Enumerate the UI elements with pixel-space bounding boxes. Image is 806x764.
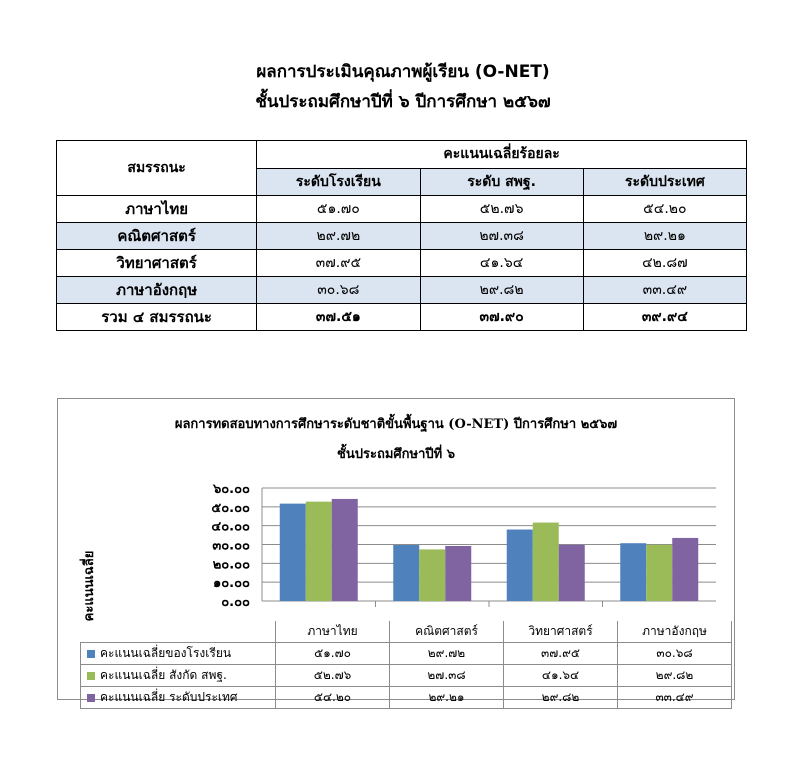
chart-data-table (80, 621, 732, 709)
school-cell: ๕๑.๗๐ (257, 196, 420, 223)
y-tick-label: ๔๐.๐๐ (211, 519, 250, 535)
school-cell: ๓๗.๕๑ (257, 304, 420, 331)
header-group: คะแนนเฉลี่ยร้อยละ (257, 141, 747, 169)
bar (507, 530, 533, 601)
area-cell: ๔๑.๖๔ (420, 250, 583, 277)
chart-title: ผลการทดสอบทางการศึกษาระดับชาติขั้นพื้นฐาน (O-NET) ปีการศึกษา ๒๕๖๗ (174, 417, 618, 432)
school-cell: ๒๙.๗๒ (257, 223, 420, 250)
chart-plot (58, 399, 734, 621)
bar (646, 545, 672, 601)
bar (533, 523, 559, 601)
category-label: วิทยาศาสตร์ (504, 621, 618, 643)
subject-cell: วิทยาศาสตร์ (57, 250, 257, 277)
header-nation: ระดับประเทศ (583, 168, 746, 196)
area-cell: ๒๗.๓๘ (420, 223, 583, 250)
y-axis-label: คะแนนเฉลี่ย (82, 550, 97, 622)
subject-cell: รวม ๔ สมรรถนะ (57, 304, 257, 331)
bar (393, 545, 419, 601)
nation-cell: ๓๓.๔๙ (583, 277, 746, 304)
bar (559, 545, 585, 601)
data-label: ๕๔.๒๐ (276, 687, 390, 709)
y-tick-label: ๖๐.๐๐ (213, 482, 250, 497)
legend-row (81, 687, 732, 709)
category-row (81, 621, 732, 643)
table-row (57, 250, 747, 277)
bar (672, 538, 698, 601)
data-label: ๓๐.๖๘ (618, 643, 732, 665)
y-tick-label: ๐.๐๐ (221, 595, 250, 610)
header-area: ระดับ สพฐ. (420, 168, 583, 196)
y-tick-label: ๒๐.๐๐ (212, 557, 250, 573)
area-cell: ๓๗.๙๐ (420, 304, 583, 331)
bar (280, 504, 306, 601)
data-label: ๒๙.๗๒ (390, 643, 504, 665)
category-label: ภาษาอังกฤษ (618, 621, 732, 643)
subject-cell: ภาษาอังกฤษ (57, 277, 257, 304)
chart-subtitle: ชั้นประถมศึกษาปีที่ ๖ (337, 447, 455, 462)
legend-key-school (87, 650, 95, 658)
data-label: ๕๒.๗๖ (276, 665, 390, 687)
table-row-total (57, 304, 747, 331)
table-row (57, 277, 747, 304)
y-tick-label: ๓๐.๐๐ (212, 538, 250, 554)
bar (306, 502, 332, 601)
category-label: คณิตศาสตร์ (390, 621, 504, 643)
subject-cell: คณิตศาสตร์ (57, 223, 257, 250)
table-row (57, 223, 747, 250)
school-cell: ๓๗.๙๕ (257, 250, 420, 277)
header-school: ระดับโรงเรียน (257, 168, 420, 196)
legend-row (81, 643, 732, 665)
bar (332, 499, 358, 601)
bar (620, 543, 646, 601)
data-label: ๒๙.๘๒ (504, 687, 618, 709)
data-label: ๕๑.๗๐ (276, 643, 390, 665)
nation-cell: ๕๔.๒๐ (583, 196, 746, 223)
data-label: ๒๙.๒๑ (390, 687, 504, 709)
legend-key-nation (87, 694, 95, 702)
subject-cell: ภาษาไทย (57, 196, 257, 223)
legend-label: คะแนนเฉลี่ยของโรงเรียน (100, 646, 232, 660)
table-row (57, 196, 747, 223)
page-subtitle: ชั้นประถมศึกษาปีที่ ๖ ปีการศึกษา ๒๕๖๗ (255, 92, 551, 112)
y-tick-label: ๑๐.๐๐ (213, 576, 250, 592)
page-title: ผลการประเมินคุณภาพผู้เรียน (O-NET) (256, 62, 550, 82)
data-label: ๒๙.๘๒ (618, 665, 732, 687)
legend-label: คะแนนเฉลี่ย ระดับประเทศ (100, 690, 238, 704)
bar (445, 546, 471, 601)
chart-container (57, 398, 735, 704)
category-label: ภาษาไทย (276, 621, 390, 643)
data-label: ๒๗.๓๘ (390, 665, 504, 687)
legend-key-area (87, 672, 95, 680)
bar (419, 549, 445, 601)
score-table (56, 140, 747, 331)
y-tick-label: ๕๐.๐๐ (211, 500, 250, 516)
data-label: ๓๓.๔๙ (618, 687, 732, 709)
legend-row (81, 665, 732, 687)
nation-cell: ๒๙.๒๑ (583, 223, 746, 250)
area-cell: ๒๙.๘๒ (420, 277, 583, 304)
nation-cell: ๓๙.๙๔ (583, 304, 746, 331)
data-label: ๓๗.๙๕ (504, 643, 618, 665)
area-cell: ๕๒.๗๖ (420, 196, 583, 223)
header-subject: สมรรถนะ (57, 141, 257, 196)
legend-label: คะแนนเฉลี่ย สังกัด สพฐ. (100, 668, 227, 682)
nation-cell: ๔๒.๘๗ (583, 250, 746, 277)
data-label: ๔๑.๖๔ (504, 665, 618, 687)
school-cell: ๓๐.๖๘ (257, 277, 420, 304)
